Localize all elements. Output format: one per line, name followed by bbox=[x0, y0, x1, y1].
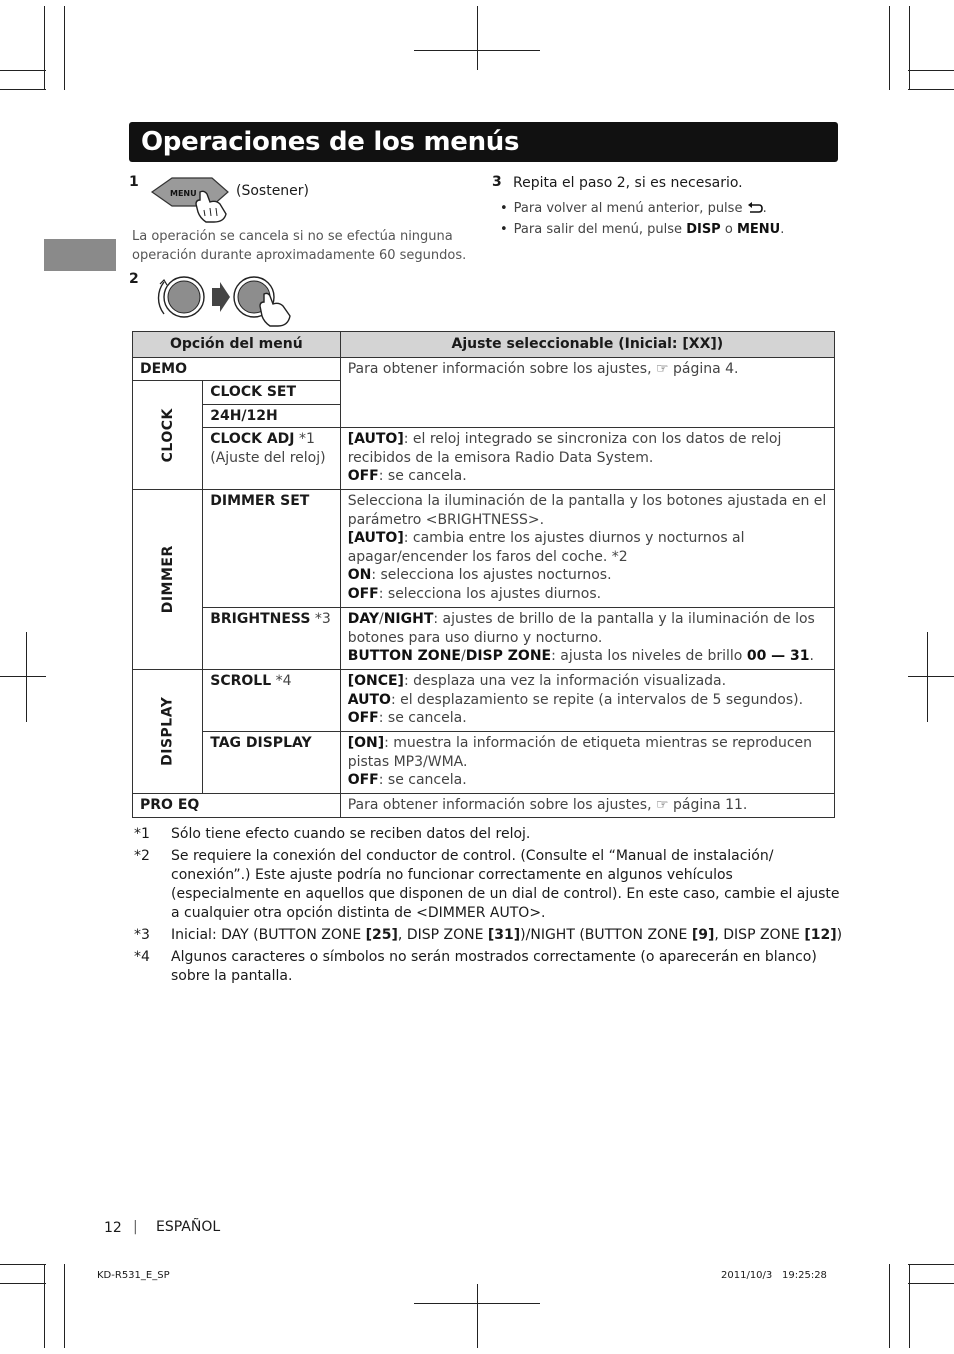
demo-desc: Para obtener información sobre los ajustes, ☞ página 4. bbox=[340, 357, 834, 428]
footer-separator: | bbox=[133, 1219, 138, 1235]
crop-mark bbox=[0, 1264, 46, 1265]
option-brightness: BRIGHTNESS *3 bbox=[203, 608, 340, 670]
option-24h12h: 24H/12H bbox=[203, 404, 340, 428]
table-row bbox=[133, 357, 835, 381]
footer-date: 2011/10/3 bbox=[721, 1270, 773, 1281]
option-dimmer-set: DIMMER SET bbox=[203, 490, 340, 608]
step3-bullet-exit: • Para salir del menú, pulse DISP o MENU. bbox=[500, 222, 785, 237]
pro-eq-desc: Para obtener información sobre los ajustes, ☞ página 11. bbox=[340, 794, 834, 818]
table-row bbox=[133, 732, 835, 794]
crop-mark bbox=[477, 1284, 478, 1348]
title-bar bbox=[129, 122, 838, 162]
crop-mark bbox=[44, 6, 45, 90]
menu-button-press-icon bbox=[150, 172, 234, 224]
menu-settings-table bbox=[132, 331, 835, 818]
footer-language: ESPAÑOL bbox=[156, 1219, 221, 1235]
crop-mark bbox=[908, 676, 954, 677]
option-demo: DEMO bbox=[133, 357, 341, 381]
option-clock-set: CLOCK SET bbox=[203, 381, 340, 405]
crop-mark bbox=[0, 676, 46, 677]
group-display: DISPLAY bbox=[133, 670, 203, 794]
footnote-1: *1 Sólo tiene efecto cuando se reciben datos del reloj. bbox=[134, 826, 531, 842]
step1-note: La operación se cancela si no se efectúa ninguna operación durante aproximadamente 60 segundos. bbox=[132, 229, 467, 263]
crop-mark bbox=[44, 1264, 45, 1348]
table-row bbox=[133, 428, 835, 490]
table-row bbox=[133, 670, 835, 732]
page-title: Operaciones de los menús bbox=[141, 127, 520, 157]
crop-mark bbox=[908, 1264, 954, 1265]
clock-adj-desc: [AUTO]: el reloj integrado se sincroniza con los datos de reloj recibidos de la emisora Radio Data System. OFF: se cancela. bbox=[340, 428, 834, 490]
crop-mark bbox=[64, 6, 65, 90]
knob-turn-press-icon bbox=[156, 270, 298, 328]
table-row bbox=[133, 490, 835, 608]
option-tag-display: TAG DISPLAY bbox=[203, 732, 340, 794]
crop-mark bbox=[909, 1264, 910, 1348]
footer-time: 19:25:28 bbox=[782, 1270, 827, 1281]
option-scroll: SCROLL *4 bbox=[203, 670, 340, 732]
crop-mark bbox=[889, 6, 890, 90]
option-pro-eq: PRO EQ bbox=[133, 794, 341, 818]
step1-hold: (Sostener) bbox=[236, 183, 310, 199]
page-number: 12 bbox=[104, 1220, 122, 1236]
header-setting: Ajuste seleccionable (Inicial: [XX]) bbox=[340, 332, 834, 358]
crop-mark bbox=[477, 6, 478, 70]
tag-display-desc: [ON]: muestra la información de etiqueta mientras se reproducen pistas MP3/WMA. OFF: se cancela. bbox=[340, 732, 834, 794]
scroll-desc: [ONCE]: desplaza una vez la información visualizada. AUTO: el desplazamiento se repite (a intervalos de 5 segundos). OFF: se cancela. bbox=[340, 670, 834, 732]
brightness-desc: DAY/NIGHT: ajustes de brillo de la pantalla y la iluminación de los botones para uso diurno y nocturno. BUTTON ZONE/DISP ZONE: ajusta los niveles de brillo 00 — 31. bbox=[340, 608, 834, 670]
crop-mark bbox=[0, 1283, 46, 1284]
table-row bbox=[133, 794, 835, 818]
crop-mark bbox=[0, 70, 46, 71]
menu-button-label: MENU bbox=[170, 189, 197, 198]
crop-mark bbox=[927, 632, 928, 722]
step1-number: 1 bbox=[129, 174, 139, 190]
back-icon bbox=[747, 200, 763, 221]
section-tab bbox=[44, 239, 116, 271]
table-header-row bbox=[133, 332, 835, 358]
header-option: Opción del menú bbox=[133, 332, 341, 358]
crop-mark bbox=[908, 70, 954, 71]
crop-mark bbox=[909, 6, 910, 90]
step3-text: Repita el paso 2, si es necesario. bbox=[513, 175, 743, 191]
crop-mark bbox=[908, 1283, 954, 1284]
dimmer-set-desc: Selecciona la iluminación de la pantalla y los botones ajustada en el parámetro <BRIGHTNESS>. [AUTO]: cambia entre los ajustes diurnos y nocturnos al apagar/encender los faros del coche. *2 ON: selecciona los ajustes nocturnos. OFF: selecciona los ajustes diurnos. bbox=[340, 490, 834, 608]
crop-mark bbox=[908, 89, 954, 90]
footnote-2: *2 Se requiere la conexión del conductor de control. (Consulte el “Manual de instalación/ conexión”.) Este ajuste podría no funcionar correctamente en algunos vehículos (especialmente en aquellos que disponen de un dial de control). En este caso, cambie el ajuste a cualquier otra opción distinta de <DIMMER AUTO>. bbox=[134, 848, 840, 921]
crop-mark bbox=[64, 1264, 65, 1348]
table-row bbox=[133, 608, 835, 670]
crop-mark bbox=[889, 1264, 890, 1348]
footnote-4: *4 Algunos caracteres o símbolos no serán mostrados correctamente (o aparecerán en blanco) sobre la pantalla. bbox=[134, 949, 817, 984]
crop-mark bbox=[26, 632, 27, 722]
group-clock: CLOCK bbox=[133, 381, 203, 490]
footnote-3: *3 Inicial: DAY (BUTTON ZONE [25], DISP ZONE [31])/NIGHT (BUTTON ZONE [9], DISP ZONE [12]) bbox=[134, 927, 843, 943]
step3-bullet-back: • Para volver al menú anterior, pulse . bbox=[500, 198, 840, 221]
option-clock-adj: CLOCK ADJ *1 (Ajuste del reloj) bbox=[203, 428, 340, 490]
crop-mark bbox=[0, 89, 46, 90]
step2-number: 2 bbox=[129, 271, 139, 287]
group-dimmer: DIMMER bbox=[133, 490, 203, 670]
footer-code: KD-R531_E_SP bbox=[97, 1270, 170, 1281]
step3-number: 3 bbox=[492, 174, 502, 190]
